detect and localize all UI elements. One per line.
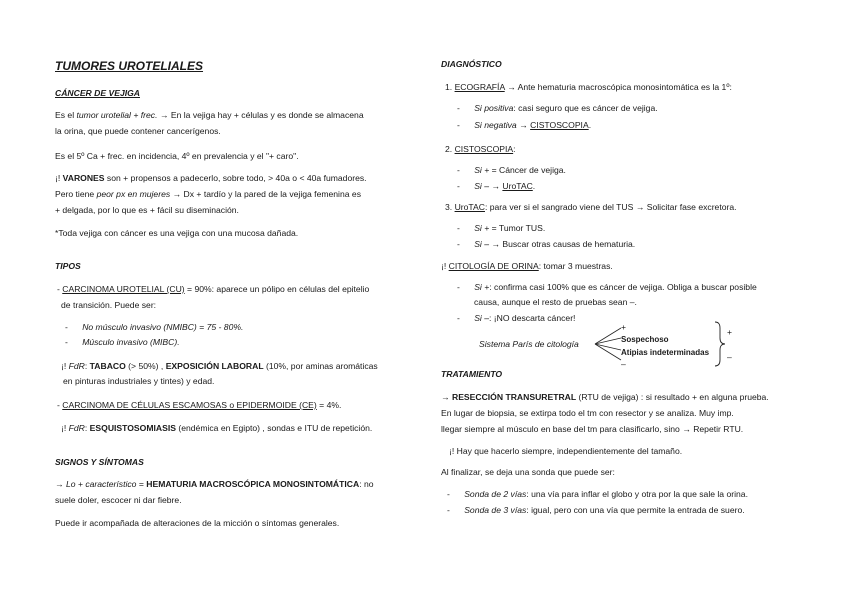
brace-icon — [713, 320, 727, 368]
paragraph-line: Pero tiene peor px en mujeres → Dx + tardío y la pared de la vejiga femenina es — [55, 189, 361, 199]
paragraph-line: llegar siempre al músculo en base del tm para clasificarlo, sino → Repetir RTU. — [441, 424, 744, 434]
list-item: - Si negativa → CISTOSCOPIA. — [457, 120, 592, 130]
paragraph-line: ¡! FdR: TABACO (> 50%) , EXPOSICIÓN LABORAL (10%, por aminas aromáticas — [61, 361, 378, 371]
list-item: - Si positiva: casi seguro que es cáncer de vejiga. — [457, 103, 658, 113]
paris-item: – — [621, 359, 626, 369]
paragraph-line: → Lo + característico = HEMATURIA MACROSCÓPICA MONOSINTOMÁTICA: no — [55, 479, 374, 489]
list-item: - Sonda de 3 vías: igual, pero con una vía que permite la entrada de suero. — [447, 505, 745, 515]
paragraph-line: Al finalizar, se deja una sonda que puede ser: — [441, 467, 615, 477]
numbered-item: 2. CISTOSCOPIA: — [445, 144, 516, 154]
paragraph-line: → RESECCIÓN TRANSURETRAL (RTU de vejiga) : si resultado + en alguna prueba. — [441, 392, 769, 402]
list-item: - No músculo invasivo (NMIBC) = 75 - 80%. — [65, 322, 244, 332]
paragraph-line: ¡! FdR: ESQUISTOSOMIASIS (endémica en Egipto) , sondas e ITU de repetición. — [61, 423, 373, 433]
branch-lines — [593, 324, 633, 364]
list-item: - Si + = Tumor TUS. — [457, 223, 546, 233]
numbered-item: 3. UroTAC: para ver si el sangrado viene del TUS → Solicitar fase excretora. — [445, 202, 737, 212]
paragraph-line: + delgada, por lo que es + fácil su diseminación. — [55, 205, 239, 215]
paris-item: + — [621, 322, 627, 332]
numbered-item: 1. ECOGRAFÍA → Ante hematuria macroscópica monosintomática es la 1º: — [445, 82, 732, 92]
paragraph-line: la orina, que puede contener cancerígenos. — [55, 126, 221, 136]
paragraph-line: en pinturas industriales y tintes) y edad. — [63, 376, 215, 386]
list-item: - Si – → Buscar otras causas de hematuria. — [457, 239, 636, 249]
section-signos: SIGNOS Y SÍNTOMAS — [55, 457, 144, 467]
paragraph-line: Es el tumor urotelial + frec. → En la vejiga hay + células y es donde se almacena — [55, 110, 364, 120]
paragraph-line: causa, aunque el resto de pruebas sean –. — [474, 297, 637, 307]
paris-item: Atipias indeterminadas — [621, 348, 710, 357]
list-item: - Sonda de 2 vías: una vía para inflar el globo y otra por la que sale la orina. — [447, 489, 748, 499]
section-cancer-vejiga: CÁNCER DE VEJIGA — [55, 88, 140, 98]
list-item: - Si –: ¡NO descarta cáncer! — [457, 313, 576, 323]
section-tratamiento: TRATAMIENTO — [441, 369, 503, 379]
list-item: - Si +: confirma casi 100% que es cáncer de vejiga. Obliga a buscar posible — [457, 282, 757, 292]
paragraph-line: suele doler, escocer ni dar fiebre. — [55, 495, 182, 505]
section-diagnostico: DIAGNÓSTICO — [441, 59, 502, 69]
paragraph-line: - CARCINOMA UROTELIAL (CU) = 90%: aparece un pólipo en células del epitelio — [57, 284, 370, 294]
paragraph-line: ¡! CITOLOGÍA DE ORINA: tomar 3 muestras. — [441, 261, 613, 271]
list-item: - Si – → UroTAC. — [457, 181, 536, 191]
paragraph-line: - CARCINOMA DE CÉLULAS ESCAMOSAS o EPIDERMOIDE (CE) = 4%. — [57, 400, 342, 410]
paris-label: Sistema París de citología — [479, 339, 579, 349]
brace-plus: + — [727, 327, 733, 337]
paragraph-line: ¡! Hay que hacerlo siempre, independientemente del tamaño. — [449, 446, 683, 456]
list-item: - Músculo invasivo (MIBC). — [65, 337, 180, 347]
paragraph-line: ¡! VARONES son + propensos a padecerlo, sobre todo, > 40a o < 40a fumadores. — [55, 173, 367, 183]
document-title: TUMORES UROTELIALES — [55, 59, 204, 73]
paragraph-line: de transición. Puede ser: — [61, 300, 157, 310]
list-item: - Si + = Cáncer de vejiga. — [457, 165, 566, 175]
brace-minus: – — [727, 352, 732, 362]
paragraph-line: En lugar de biopsia, se extirpa todo el tm con resector y se analiza. Muy imp. — [441, 408, 734, 418]
paris-item: Sospechoso — [621, 335, 669, 344]
paragraph-line: Es el 5º Ca + frec. en incidencia, 4º en prevalencia y el "+ caro". — [55, 151, 299, 161]
section-tipos: TIPOS — [55, 261, 81, 271]
paragraph-line: Puede ir acompañada de alteraciones de la micción o síntomas generales. — [55, 518, 340, 528]
paragraph-line: *Toda vejiga con cáncer es una vejiga con una mucosa dañada. — [55, 228, 299, 238]
